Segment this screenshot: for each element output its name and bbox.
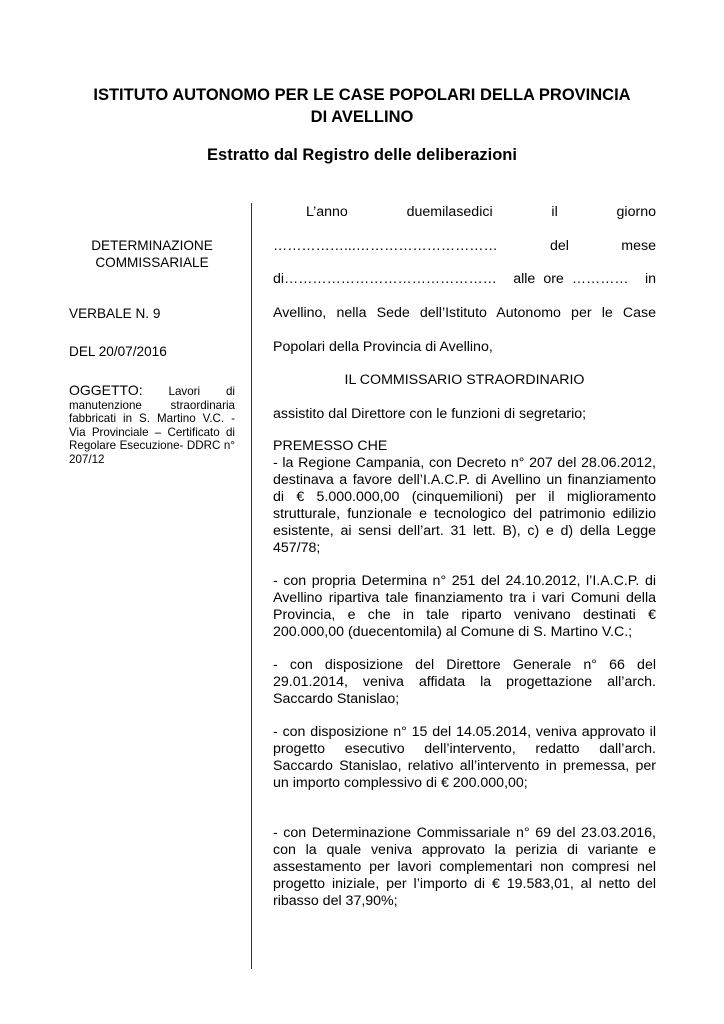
word: alle bbox=[513, 271, 536, 287]
body-line2 bbox=[273, 238, 656, 255]
body-line3 bbox=[273, 271, 656, 288]
assistito-line: assistito dal Direttore con le funzioni di segretario; bbox=[273, 406, 587, 422]
paragraph-2: - con propria Determina n° 251 del 24.10.2012, l’I.A.C.P. di Avellino ripartiva tale finanziamento tra i vari Comuni della Provincia, e che in tale riparto venivano destinati € 200.000,00 (duecentomila) al Comune di S. Martino V.C.; bbox=[273, 573, 656, 640]
time-placeholder bbox=[513, 271, 628, 288]
word: mese bbox=[621, 238, 656, 254]
doc-type-line2: COMMISSARIALE bbox=[95, 255, 209, 270]
word: L’anno bbox=[306, 204, 348, 220]
word: il bbox=[551, 204, 558, 220]
word: ……………...………………………… bbox=[273, 238, 498, 254]
word: ………… bbox=[571, 271, 629, 287]
doc-type-line1: DETERMINAZIONE bbox=[91, 238, 213, 253]
word: duemilasedici bbox=[406, 204, 493, 220]
institute-title bbox=[70, 84, 654, 128]
verbale-date: DEL 20/07/2016 bbox=[69, 344, 167, 359]
paragraph-1: - la Regione Campania, con Decreto n° 207 del 28.06.2012, destinava a favore dell’I.A.C.P. di Avellino un finanziamento di € 5.000.000,00 (cinquemilioni) per il miglioramento strutturale, funzionale e tecnologico del patrimonio edilizio esistente, ai sensi dell’art. 31 lett. B), c) e d) della Legge 457/78; bbox=[273, 455, 656, 556]
commissario-heading: IL COMMISSARIO STRAORDINARIO bbox=[344, 372, 585, 388]
word: ore bbox=[543, 271, 564, 287]
premesso-heading: PREMESSO CHE bbox=[273, 438, 388, 454]
column-divider bbox=[251, 203, 252, 969]
body-line1 bbox=[273, 204, 656, 221]
word: di……………………………………… bbox=[273, 271, 497, 287]
institute-title-line1: ISTITUTO AUTONOMO PER LE CASE POPOLARI DELLA PROVINCIA bbox=[93, 86, 631, 104]
paragraph-3: - con disposizione del Direttore Generale n° 66 del 29.01.2014, veniva affidata la progettazione all’arch. Saccardo Stanislao; bbox=[273, 657, 656, 707]
word: giorno bbox=[616, 204, 656, 220]
register-subtitle: Estratto dal Registro delle deliberazioni bbox=[207, 146, 517, 164]
verbale-number: VERBALE N. 9 bbox=[69, 306, 161, 321]
paragraph-4: - con disposizione n° 15 del 14.05.2014, veniva approvato il progetto esecutivo dell’intervento, redatto dall’arch. Saccardo Stanislao, relativo all’intervento in premessa, per un importo complessivo di € 200.000,00; bbox=[273, 724, 656, 791]
body-line5: Popolari della Provincia di Avellino, bbox=[273, 339, 493, 355]
body-line4: Avellino, nella Sede dell’Istituto Autonomo per le Case bbox=[273, 305, 656, 321]
oggetto-text: Lavori di manutenzione straordinaria fabbricati in S. Martino V.C. - Via Provinciale – Certificato di Regolare Esecuzione- DDRC n° 207/12 bbox=[69, 385, 235, 466]
word: in bbox=[644, 271, 656, 287]
paragraph-5: - con Determinazione Commissariale n° 69 del 23.03.2016, con la quale veniva approvato la perizia di variante e assestamento per lavori complementari non compresi nel progetto iniziale, per l’importo di € 19.583,01, al netto del ribasso del 37,90%; bbox=[273, 825, 656, 909]
premesso-block bbox=[273, 438, 656, 557]
institute-title-line2: DI AVELLINO bbox=[310, 108, 414, 126]
word: del bbox=[550, 238, 569, 254]
oggetto-block bbox=[69, 384, 235, 466]
doc-type bbox=[69, 237, 235, 271]
oggetto-label: OGGETTO: bbox=[69, 382, 143, 398]
